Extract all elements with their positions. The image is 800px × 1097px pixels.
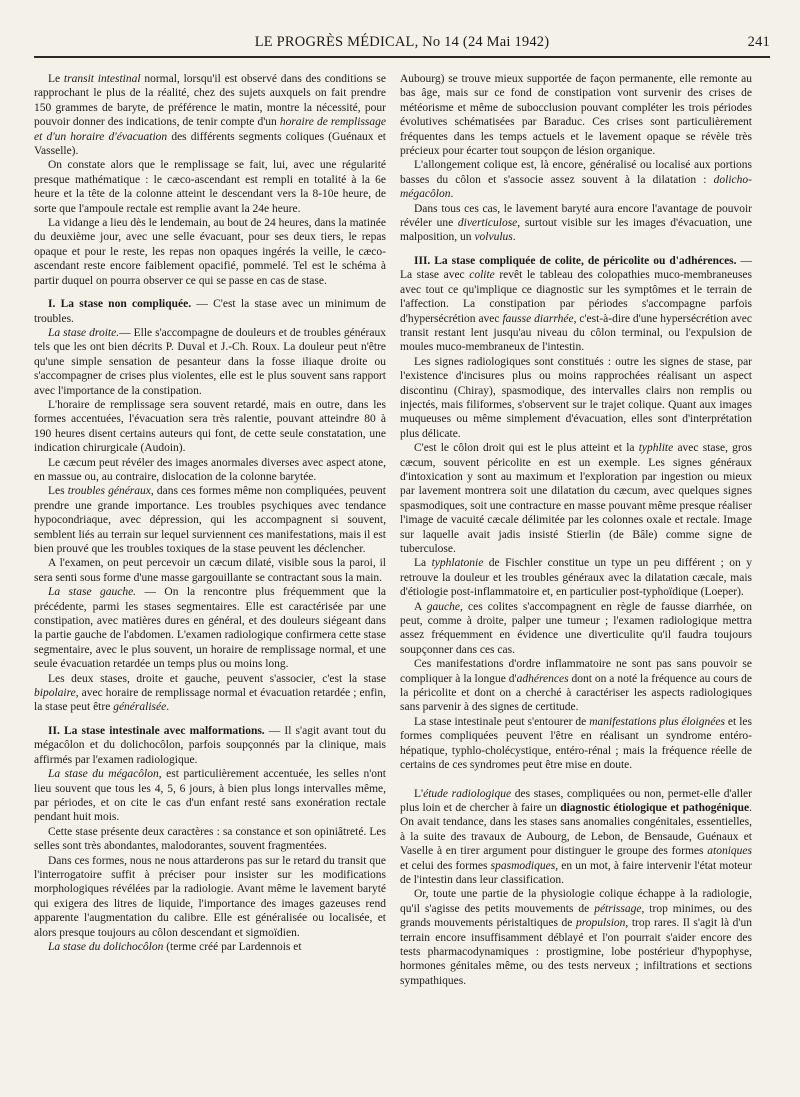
text-run: dont on a noté la fréquence au cours de la péricolite et dont on a cherché à caractériser les aspects radiologiques sans parvenir à des signes de certitude. [400,672,752,714]
text-run: — On la rencontre plus fréquemment que la précédente, parmi les stases segmentaires. Elle est caractérisée par une constipation, avec matières dures en général, et des douleurs siégeant dans la partie gauche de l'abdomen. L'examen radiologique confirmera cette stase segmentaire, avec le plus souvent, un horaire de remplissage normal, et une seule évacuation retardée un temps plus ou moins long. [34,586,386,671]
text-run: Dans ces formes, nous ne nous attarderons pas sur le retard du transit que l'interrogatoire suffit à préciser pour insister sur les modifications morphologiques révélées par la radiologie. Avant même le lavement baryté qui exigera des litres de liquide, l'importance des images gazeuses rend apparente l'augmentation du calibre. Elle est généralisée ou localisée, et alors presque toujours au côlon descendant et sigmoïdien. [34,854,386,939]
text-run: On constate alors que le remplissage se fait, lui, avec une régularité presque mathématique : le cæco-ascendant est rempli en totalité à la 6e heure et la tête de la colonne atteint le descendant vers la 8-10e heure, de sorte que l'ampoule rectale est remplie avant la 24e heure. [34,159,386,215]
italic-text: adhérences [516,672,569,685]
running-header [34,34,770,56]
italic-text: étude radiologique [423,787,512,800]
italic-text: La stase gauche. [48,586,137,599]
page-number: 241 [747,34,770,50]
italic-text: typhlite [638,442,674,455]
paragraph [400,202,752,245]
text-run: , c'est-à-dire d'une hypersécrétion avec transit restant lent jusqu'au niveau du côlon terminal, ou l'expulsion de moules muco-membraneux de l'intestin. [400,312,752,354]
paragraph [34,456,386,485]
paragraph [34,940,386,954]
italic-text: transit intestinal [63,73,141,85]
text-run: — Il s'agit avant tout du mégacôlon et du dolichocôlon, parfois soupçonnés par la clinique, mais affirmés par l'examen radiologique. [34,724,386,766]
text-run: Cette stase présente deux caractères : sa constance et son opiniâtreté. Les selles sont très abondantes, malodorantes, souvent fragmentées. [34,825,386,853]
paragraph [34,585,386,671]
italic-text: fausse diarrhée [502,312,574,325]
text-run: . [512,231,516,244]
section-heading-paragraph [34,297,386,326]
text-run: de Fischler constitue un type un peu différent ; on y retrouve la douleur et les troubles généraux avec la dilatation cæcale, mais d'étiologie post-inflammatoire et, en particulier post-typhoïdique (Loeper). [400,557,752,599]
paragraph [34,398,386,456]
italic-text: colite [469,269,495,282]
text-run: , trop minimes, ou des grands mouvements péristaltiques de [400,902,752,930]
text-run: normal, lorsqu'il est observé dans des conditions se rapprochant le plus de la réalité, chez des sujets auxquels on fait prendre 150 grammes de baryte, de préférence le matin, montre la nécessité, pour pouvoir donner des indications, de tenir compte d'un [34,73,386,129]
text-run: — La stase avec [400,254,752,282]
text-run: (terme créé par Lardennois et [163,940,302,953]
paragraph [400,787,752,888]
paragraph [34,854,386,940]
text-run: — C'est la stase avec un minimum de troubles. [34,298,386,325]
paragraph [34,158,386,216]
paragraph [34,72,386,158]
left-column [34,72,386,1072]
text-run: , dans ces formes même non compliquées, peuvent prendre une grande importance. Les troubles psychiques avec tendance hypocondriaque, avec dépression, qui les accompagnent si souvent, semblent liés au terrain sur lequel surviennent ces manifestations, mais il est bien prouvé que les troubles toxiques de la stase peuvent les déclencher. [34,485,386,555]
italic-text: troubles généraux [67,485,151,498]
italic-text: atoniques [707,845,752,858]
italic-text: spasmodiques [490,859,556,872]
italic-text: typhlatonie [431,557,484,570]
paragraph [400,657,752,715]
text-run: , avec horaire de remplissage normal et évacuation retardée ; enfin, la stase peut être [34,687,386,714]
text-run: Aubourg) se trouve mieux supportée de façon permanente, elle remonte au bas âge, mais sur ce fond de constipation vont survenir des crises de météorisme et même de subocclusion pouvant compléter les trois périodes évolutives schématisées par Baraduc. Ces crises sont particulièrement fréquentes dans les temps actuels et le lavement opaque se révèle très précieux pour écarter tout soupçon de lésion organique. [400,73,752,158]
italic-text: horaire de remplissage et d'un horaire d'évacuation [34,116,386,143]
text-run: . [166,701,170,714]
text-run: , est particulièrement accentuée, les selles n'ont lieu souvent que tous les 4, 5, 6 jours, à bien plus longs intervalles même, par périodes, et on cite le cas d'un enfant resté sans exonération rectale pendant huit mois. [34,768,386,824]
bold-text: I. La stase non compliquée. [48,298,192,311]
text-run: — Elle s'accompagne de douleurs et de troubles généraux tels que les ont bien décrits P. Duval et J.-Ch. Roux. La douleur peut n'être qu'une simple sensation de pesanteur dans la fosse iliaque droite ou s'accompagner de crises plus violentes, elle est le plus souvent sans rapport avec l'importance de la constipation. [34,326,386,397]
text-run: L' [414,787,424,800]
italic-text: La stase droite. [48,326,120,339]
italic-text: diverticulose [457,217,518,230]
text-run: revêt le tableau des colopathies muco-membraneuses avec tout ce qu'implique ce diagnostic sur les symptômes et le terrain de l'affection. La constipation par périodes s'accompagne parfois d'hypersécrétion avec [400,269,752,325]
italic-text: manifestations plus éloignées [589,715,725,728]
text-run: A l'examen, on peut percevoir un cæcum dilaté, visible sous la paroi, il sera senti sous forme d'une masse gargouillante se contractant sous la main. [34,557,386,584]
text-run: Dans tous ces cas, le lavement baryté aura encore l'avantage de pouvoir révéler une [400,202,752,230]
italic-text: volvulus [474,231,513,244]
text-run: des stases, compliquées ou non, permet-elle d'aller plus loin et de chercher à faire un [400,787,752,814]
italic-text: généralisée [113,701,167,714]
header-rule [34,56,770,58]
paragraph [400,715,752,773]
paragraph [400,72,752,158]
text-run: . On avait tendance, dans les stases sans anomalies congénitales, essentielles, à la suite des travaux de Aubourg, de Lebon, de Bensaude, Guénaux et Vaselle à en tirer argument pour distinguer le groupe des formes [400,801,752,858]
text-run: , en un mot, à faire intervenir l'état moteur de l'intestin dans leur classification. [400,859,752,886]
paragraph [34,216,386,288]
text-run: , surtout visible sur les images d'évacuation, une malposition, un [400,217,752,244]
right-column [400,72,752,1072]
paragraph [400,600,752,658]
text-run: La stase intestinale peut s'entourer de [414,715,590,728]
text-run: , trop rares. Il s'agit là d'un terrain encore insuffisamment déblayé et l'on pourrait s'aider encore des tests pharmacodynamiques : prostigmine, lobe postérieur d'hypophyse, hormones génitales même, ou des tests nerveux ; infiltrations et sections sympathiques. [400,917,752,987]
text-run: et celui des formes [400,859,491,872]
journal-title: LE PROGRÈS MÉDICAL, No 14 (24 Mai 1942) [254,34,550,50]
text-run: avec stase, gros cæcum, souvent péricolite en est un exemple. Les signes généraux d'intoxication y sont au maximum et l'exploration par ingestion ou mieux par lavement montrera soit une dilatation du cæcum, avec quelques signes spasmodiques, soit une contracture en masse pouvant même presque réaliser l'image de vacuité cæcale délimitée par les colonnes oxale et rectale. Image sur laquelle avait jadis insisté Stierlin (de Bâle) comme signe de tuberculose. [400,442,752,555]
text-run: des différents segments coliques (Guénaux et Vasselle). [34,130,386,158]
paragraph [400,355,752,441]
text-run: Ces manifestations d'ordre inflammatoire ne sont pas sans pouvoir se compliquer à la longue d' [400,658,752,685]
text-run: A [414,600,427,613]
text-run: Le [48,73,64,85]
italic-text: La stase du mégacôlon [48,768,159,781]
paragraph [34,556,386,585]
text-run: L'horaire de remplissage sera souvent retardé, mais en outre, dans les formes accentuées, l'évacuation sera très ralentie, pouvant atteindre 80 à 190 heures disent certains auteurs qui font, de cette seule constatation, une indication chirurgicale (Audoin). [34,398,386,455]
paragraph [400,887,752,988]
text-run: L'allongement colique est, là encore, généralisé ou localisé aux portions basses du côlon et s'associe assez souvent à la dilatation : [400,159,752,186]
paragraph [400,441,752,556]
italic-text: bipolaire [34,687,76,700]
text-run: , ces colites s'accompagnent en règle de fausse diarrhée, on peut, comme à droite, palper une tumeur ; l'examen radiologique mettra assez fréquemment en évidence une diverticulite qu'il faudra toujours soupçonner dans ces cas. [400,600,752,656]
italic-text: La stase du dolichocôlon [48,940,164,953]
section-heading-paragraph [34,724,386,767]
italic-text: propulsion [575,917,626,930]
italic-text: dolicho-mégacôlon [400,173,752,201]
bold-text: diagnostic étiologique et pathogénique [560,801,750,814]
text-run: Le cæcum peut révéler des images anormales diverses avec aspect atone, en massue ou, au contraire, dislocation de la colonne barytée. [34,456,386,483]
text-run: Or, toute une partie de la physiologie colique échappe à la radiologie, qu'il s'agisse des petits mouvements de [400,888,752,915]
paragraph [34,767,386,825]
paragraph [400,556,752,599]
paragraph [34,326,386,398]
text-run: La vidange a lieu dès le lendemain, au bout de 24 heures, dans la matinée du deuxième jour, avec une selle évacuant, pour ses deux tiers, le repas opaque et pour le reste, les repas non opaques ingérés la veille, le cæco-ascendant reste encore faiblement opacifié, pommelé. Tel est le schéma à partir duquel on pourra observer ce qui se passe en cas de stase. [34,217,386,287]
paragraph [34,825,386,854]
text-run: C'est le côlon droit qui est le plus atteint et la [414,442,639,455]
text-run: La [414,557,432,570]
section-heading-paragraph [400,254,752,355]
paragraph [400,158,752,201]
text-run: Les deux stases, droite et gauche, peuvent s'associer, c'est la stase [48,672,386,685]
italic-text: pétrissage [594,902,642,915]
paragraph [34,672,386,715]
italic-text: gauche [426,600,460,613]
text-run: Les signes radiologiques sont constitués : outre les signes de stase, par l'existence d'incisures plus ou moins rapprochées réalisant un aspect discontinu (Chiray), spasmodique, des intervalles clairs non remplis ou injectés, mais filiformes, s'observent sur le trajet colique. Quant aux images muqueuses ou même simplement d'évacuation, elles sont d'interprétation plus délicate. [400,355,752,440]
text-run: . [450,188,454,201]
text-run: Les [48,485,68,498]
text-run: et les formes compliquées peuvent l'être en réalisant un syndrome entéro-hépatique, typhlo-cholécystique, entéro-rénal ; mais la fréquence réelle de certains de ces syndromes peut être mise en doute. [400,715,752,772]
bold-text: II. La stase intestinale avec malformations. [48,724,265,737]
paragraph [34,484,386,556]
bold-text: III. La stase compliquée de colite, de péricolite ou d'adhérences. [414,254,737,267]
